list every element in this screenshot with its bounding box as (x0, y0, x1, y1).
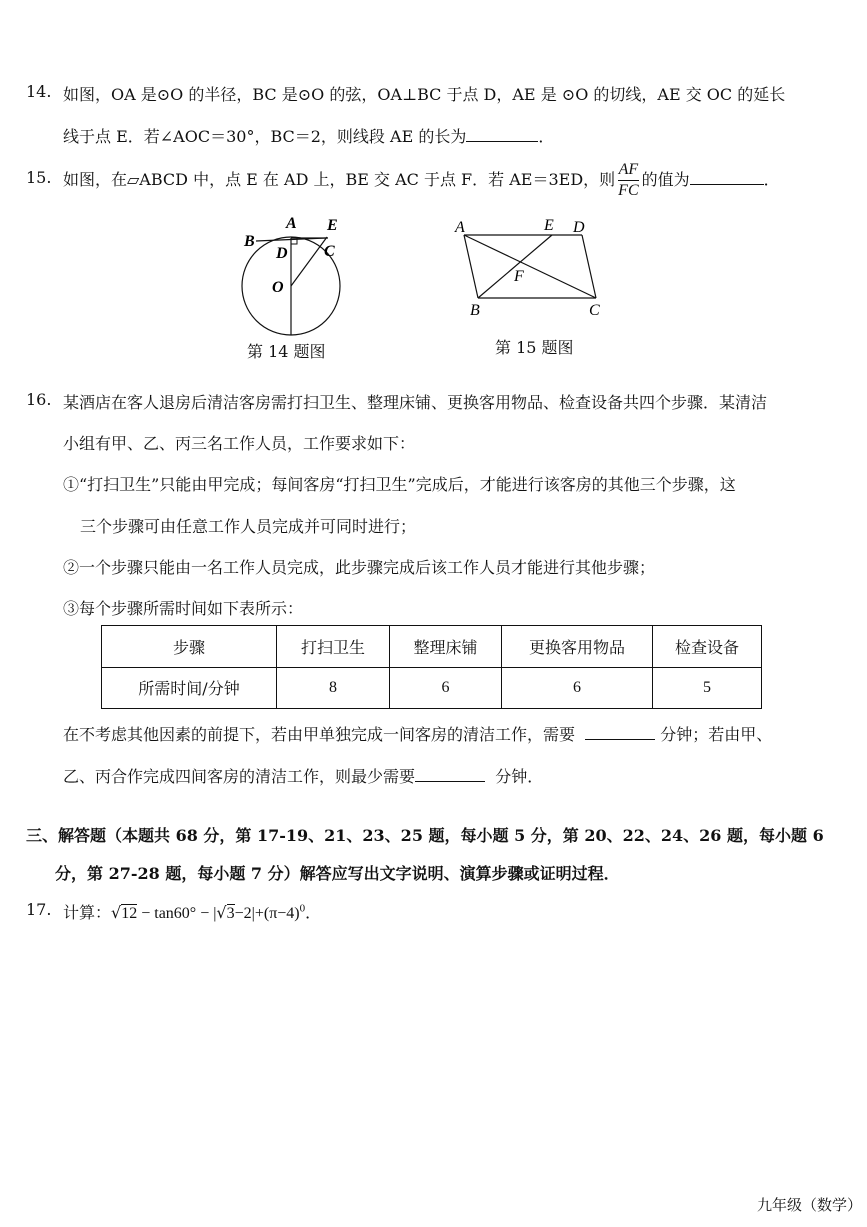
q14-text-line2b: ． (538, 127, 555, 146)
q15-label-F: F (514, 268, 524, 285)
q16-rule2: ②一个步骤只能由一名工作人员完成，此步骤完成后该工作人员才能进行其他步骤； (63, 558, 656, 577)
q14-label-O: O (272, 279, 284, 296)
q15-label-A: A (455, 219, 465, 236)
q15-answer-blank[interactable] (690, 168, 764, 185)
q15-text-a: 如图，在▱ABCD 中，点 E 在 AD 上，BE 交 AC 于点 F．若 AE＝3ED，则 (63, 170, 616, 189)
q16-after-line1 (63, 722, 772, 745)
q15-frac-top: AF (618, 160, 638, 181)
q17-part2: −2|+(π−4) (234, 905, 300, 922)
table-cell: 检查设备 (653, 626, 762, 668)
table-cell: 5 (653, 667, 762, 709)
q15-frac-bottom: FC (618, 182, 639, 199)
q15-figure (450, 214, 610, 324)
q17-part1: − tan60° − | (137, 905, 217, 922)
q16-number: 16. (26, 390, 52, 409)
q14-answer-blank[interactable] (466, 125, 538, 142)
q16-steps-table (101, 625, 762, 709)
q14-text-line2a: 线于点 E．若∠AOC＝30°，BC＝2，则线段 AE 的长为 (63, 127, 467, 146)
q16-rule1-line1: ①“打扫卫生”只能由甲完成；每间客房“打扫卫生”完成后，才能进行该客房的其他三个步骤，这 (63, 475, 736, 494)
q14-label-C: C (324, 243, 335, 260)
q14-label-A: A (286, 215, 297, 232)
q17-number: 17. (26, 900, 52, 919)
q16-answer-blank-2[interactable] (415, 765, 485, 782)
table-cell: 步骤 (102, 626, 277, 668)
q16-after-2b: 分钟． (495, 767, 544, 786)
sqrt-sign-icon: √ (111, 903, 122, 922)
q14-label-E: E (327, 217, 338, 234)
q16-after-line2 (63, 764, 543, 787)
table-cell: 8 (277, 667, 390, 709)
q15-fraction (618, 160, 638, 201)
table-cell: 整理床铺 (390, 626, 502, 668)
q17-expression (63, 900, 321, 923)
table-cell: 打扫卫生 (277, 626, 390, 668)
table-cell: 6 (390, 667, 502, 709)
table-cell: 所需时间/分钟 (102, 667, 277, 709)
q16-after-1a: 在不考虑其他因素的前提下，若由甲单独完成一间客房的清洁工作，需要 (63, 725, 576, 744)
section3-heading-line2: 分，第 27-28 题，每小题 7 分）解答应写出文字说明、演算步骤或证明过程． (55, 864, 620, 883)
table-cell: 6 (502, 667, 653, 709)
q15-text (63, 158, 780, 202)
q14-text-line2 (63, 124, 554, 147)
q16-text-line2: 小组有甲、乙、丙三名工作人员，工作要求如下： (63, 434, 416, 453)
q17-end: ． (305, 903, 322, 922)
q16-after-1b: 分钟；若由甲、 (660, 725, 773, 744)
q15-text-c: ． (763, 170, 780, 189)
q17-sqrt12: 12 (121, 905, 138, 922)
q14-figure-caption: 第 14 题图 (247, 342, 326, 361)
q15-figure-caption: 第 15 题图 (495, 338, 574, 357)
q17-label: 计算： (63, 903, 112, 922)
q16-answer-blank-1[interactable] (585, 723, 655, 740)
section3-heading-line1: 三、解答题（本题共 68 分，第 17-19、21、23、25 题，每小题 5 分，第 20、22、24、26 题，每小题 6 (26, 826, 824, 845)
q14-text-line1: 如图，OA 是⊙O 的半径，BC 是⊙O 的弦，OA⊥BC 于点 D，AE 是 ⊙O 的切线，AE 交 OC 的延长 (63, 85, 786, 104)
q17-sqrt3: 3 (226, 905, 235, 922)
q14-figure (236, 210, 356, 340)
q15-label-D: D (573, 219, 585, 236)
sqrt-sign-icon: √ (216, 903, 227, 922)
table-row (102, 667, 762, 709)
table-cell: 更换客用物品 (502, 626, 653, 668)
q15-label-C: C (589, 302, 600, 319)
q16-after-2a: 乙、丙合作完成四间客房的清洁工作，则最少需要 (63, 767, 416, 786)
q15-label-B: B (470, 302, 480, 319)
page-footer: 九年级（数学） (757, 1196, 863, 1214)
q16-rule3: ③每个步骤所需时间如下表所示： (63, 599, 304, 618)
table-row (102, 626, 762, 668)
q15-label-E: E (544, 217, 554, 234)
q14-number: 14. (26, 82, 52, 101)
q16-text-line1: 某酒店在客人退房后清洁客房需打扫卫生、整理床铺、更换客用物品、检查设备共四个步骤．某清洁 (63, 393, 768, 412)
q14-label-D: D (276, 245, 288, 262)
q16-rule1-line2: 三个步骤可由任意工作人员完成并可同时进行； (80, 517, 417, 536)
q15-number: 15. (26, 168, 52, 187)
q15-text-b: 的值为 (641, 170, 690, 189)
q17-exponent: 0 (299, 902, 306, 915)
q14-label-B: B (244, 233, 255, 250)
